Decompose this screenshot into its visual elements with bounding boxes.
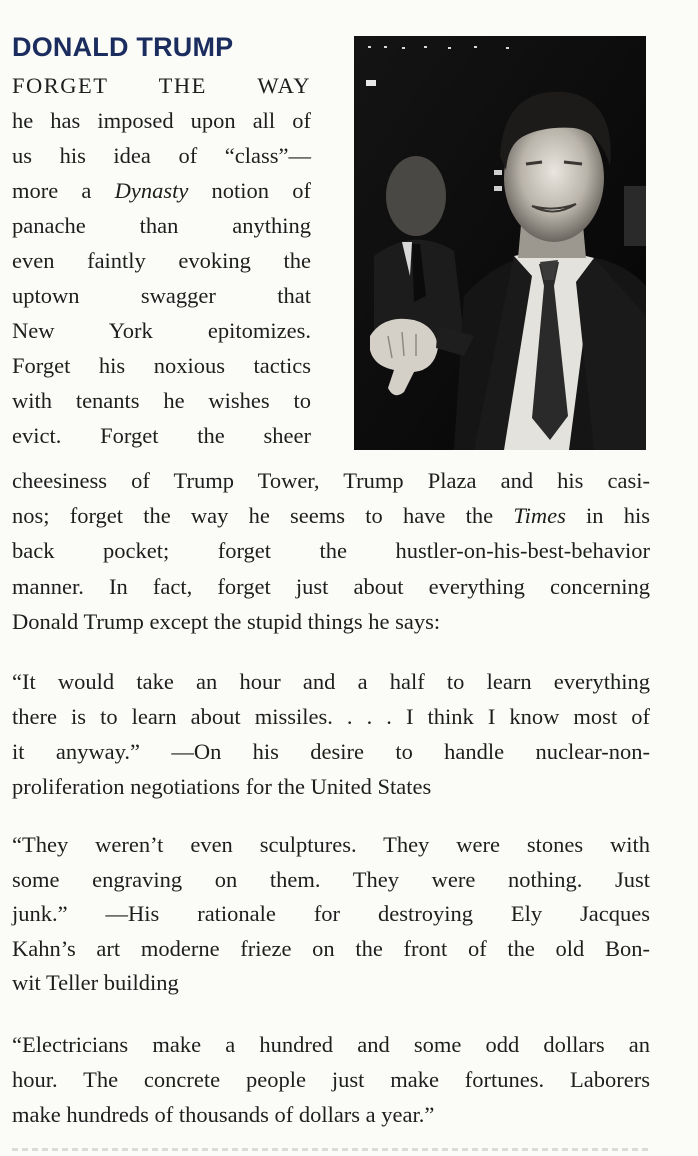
quote-line: there is to learn about missiles. . . . I think I know most of (12, 704, 650, 729)
quote-line: Kahn’s art moderne frieze on the front of the old Bon- (12, 935, 650, 961)
body-line: back pocket; forget the hustler-on-his-best-behavior (12, 538, 650, 564)
quote-line: “Electricians make a hundred and some odd dollars an (12, 1032, 650, 1057)
intro-line: with tenants he wishes to (12, 388, 311, 413)
intro-line: New York epitomizes. (12, 318, 311, 343)
intro-line: he has imposed upon all of (12, 108, 311, 133)
body-line: manner. In fact, forget just about everything concerning (12, 573, 650, 599)
quote-line: it anyway.” —On his desire to handle nuclear-non- (12, 739, 650, 764)
intro-line: even faintly evoking the (12, 248, 311, 273)
quote-line: some engraving on them. They were nothing. Just (12, 866, 650, 892)
quote-line: “They weren’t even sculptures. They were stones with (12, 832, 650, 857)
intro-line: uptown swagger that (12, 283, 311, 308)
intro-line: us his idea of “class”— (12, 143, 311, 168)
body-line: nos; forget the way he seems to have the Times in his (12, 503, 650, 529)
portrait-photo (354, 36, 646, 450)
intro-line: Forget his noxious tactics (12, 353, 311, 378)
intro-line: evict. Forget the sheer (12, 423, 311, 448)
quote-line: “It would take an hour and a half to learn everything (12, 669, 650, 694)
body-line: Donald Trump except the stupid things he says: (12, 608, 441, 634)
intro-line: FORGET THE WAY (12, 73, 311, 98)
photo-portrait-icon (354, 36, 646, 450)
article-heading: DONALD TRUMP (12, 32, 234, 62)
body-line: cheesiness of Trump Tower, Trump Plaza and his casi- (12, 468, 650, 493)
quote-line: wit Teller building (12, 970, 179, 995)
intro-paragraph (12, 68, 311, 453)
intro-continuation (12, 463, 650, 639)
intro-line: more a Dynasty notion of (12, 178, 312, 203)
cut-off-text-line (12, 1148, 648, 1151)
quote-line: hour. The concrete people just make fortunes. Laborers (12, 1067, 650, 1092)
intro-line: panache than anything (12, 213, 311, 238)
quote-line: junk.” —His rationale for destroying Ely Jacques (12, 901, 650, 926)
quote-block (12, 828, 650, 1001)
quote-line: proliferation negotiations for the United States (12, 774, 432, 799)
quote-block (12, 664, 650, 804)
quote-block (12, 1027, 650, 1132)
quote-line: make hundreds of thousands of dollars a year.” (12, 1102, 435, 1127)
